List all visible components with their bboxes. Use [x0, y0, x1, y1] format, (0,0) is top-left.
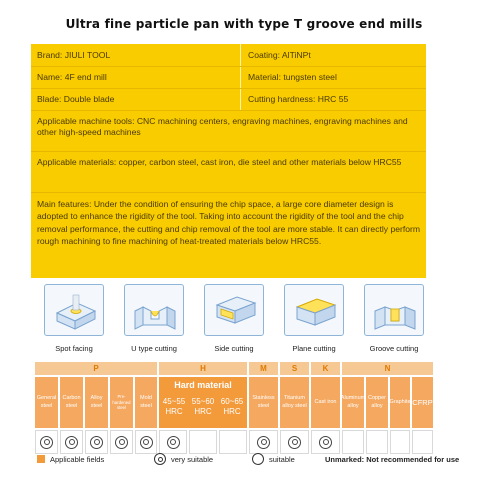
- divider: [240, 67, 241, 88]
- group-h: H: [159, 362, 247, 375]
- very-suitable-icon: [288, 436, 301, 449]
- spec-row-name: [31, 66, 426, 88]
- cell-alloy-steel: [85, 430, 108, 454]
- spot-facing-icon: [44, 284, 104, 336]
- col-pre-hardened-steel: Pre-hardened steel: [110, 377, 133, 428]
- col-hard-material: [159, 377, 247, 428]
- col-carbon-steel: Carbon steel: [60, 377, 83, 428]
- spec-machine-tools: Applicable machine tools: CNC machining centers, engraving machines, engraving machines and other high-speed machines: [37, 116, 408, 137]
- card-label: Groove cutting: [369, 344, 419, 353]
- legend-very-suitable: [154, 452, 213, 466]
- cell-general-steel: [35, 430, 58, 454]
- card-plane-cutting: [284, 284, 344, 356]
- legend-unmarked: [325, 452, 459, 466]
- cell-mold-steel: [135, 430, 157, 454]
- very-suitable-icon: [90, 436, 103, 449]
- very-suitable-icon: [65, 436, 78, 449]
- very-suitable-icon: [140, 436, 153, 449]
- spec-coating: Coating: AlTiNPt: [248, 49, 311, 60]
- group-n: N: [342, 362, 433, 375]
- col-mold-steel: Mold steel: [135, 377, 157, 428]
- col-copper-alloy: Copper alloy: [366, 377, 388, 428]
- cell-cfrp: [412, 430, 433, 454]
- card-label: Spot facing: [55, 344, 93, 353]
- spec-row-blade: [31, 88, 426, 110]
- spec-hardness: Cutting hardness: HRC 55: [248, 94, 349, 105]
- card-side-cutting: [204, 284, 264, 356]
- plane-cutting-icon: [284, 284, 344, 336]
- cell-copper-alloy: [366, 430, 388, 454]
- col-cfrp: CFRP: [412, 377, 433, 428]
- spec-row-brand: [31, 44, 426, 66]
- spec-table: [31, 44, 426, 278]
- group-m: M: [249, 362, 278, 375]
- cell-pre-hardened-steel: [110, 430, 133, 454]
- group-k: K: [311, 362, 340, 375]
- hard-range: 45~55 HRC: [162, 397, 186, 416]
- very-suitable-icon: [167, 436, 180, 449]
- spec-row-machine-tools: [31, 110, 426, 151]
- cell-graphite: [390, 430, 410, 454]
- col-alloy-steel: Alloy steel: [85, 377, 108, 428]
- cell-hrc-55-60: [189, 430, 217, 454]
- legend: [37, 452, 467, 466]
- page-title: Ultra fine particle pan with type T groove end mills: [65, 17, 423, 31]
- card-spot-facing: [44, 284, 104, 356]
- spec-name: Name: 4F end mill: [37, 72, 107, 83]
- card-label: Side cutting: [214, 344, 254, 353]
- card-label: Plane cutting: [292, 344, 336, 353]
- side-cutting-icon: [204, 284, 264, 336]
- double-ring-icon: [154, 453, 166, 465]
- hard-material-title: Hard material: [174, 380, 232, 390]
- card-label: U type cutting: [131, 344, 177, 353]
- col-cast-iron: Cast iron: [311, 377, 340, 428]
- material-table: [35, 362, 433, 457]
- divider: [240, 89, 241, 110]
- spec-blade: Blade: Double blade: [37, 94, 115, 105]
- very-suitable-icon: [257, 436, 270, 449]
- card-groove-cutting: [364, 284, 424, 356]
- spec-row-materials: [31, 151, 426, 192]
- col-general-steel: General steel: [35, 377, 58, 428]
- group-s: S: [280, 362, 309, 375]
- legend-label: Applicable fields: [50, 454, 105, 464]
- divider: [240, 44, 241, 66]
- cell-titanium-alloy-steel: [280, 430, 309, 454]
- very-suitable-icon: [319, 436, 332, 449]
- legend-label: very suitable: [171, 454, 214, 464]
- col-stainless-steel: Stainless steel: [249, 377, 278, 428]
- legend-label: suitable: [269, 454, 295, 464]
- cell-carbon-steel: [60, 430, 83, 454]
- legend-suitable: [252, 452, 295, 466]
- spec-features: Main features: Under the condition of ensuring the chip space, a large core diameter design is adopted to enhance the rigidity of the tool. Taking into account the rigidity of the tool and the chip removal performance, the cutting and chip removal of the tool are more stable. It can directly perform rough machining to fine machining of heat-treated materials below HRC55.: [37, 199, 421, 247]
- ring-icon: [252, 453, 264, 465]
- application-cards: [44, 284, 424, 359]
- card-u-type-cutting: [124, 284, 184, 356]
- spec-material: Material: tungsten steel: [248, 72, 337, 83]
- u-type-cutting-icon: [124, 284, 184, 336]
- spec-row-features: [31, 192, 426, 278]
- hard-range: 60~65 HRC: [220, 397, 244, 416]
- legend-applicable: [37, 452, 104, 466]
- cell-hrc-60-65: [219, 430, 247, 454]
- spec-materials: Applicable materials: copper, carbon steel, cast iron, die steel and other materials below HRC55: [37, 157, 402, 167]
- col-graphite: Graphite: [390, 377, 410, 428]
- cell-hrc-45-55: [159, 430, 187, 454]
- very-suitable-icon: [40, 436, 53, 449]
- spec-brand: Brand: JIULI TOOL: [37, 49, 111, 60]
- cell-cast-iron: [311, 430, 340, 454]
- cell-stainless-steel: [249, 430, 278, 454]
- legend-label: Unmarked: Not recommended for use: [325, 454, 460, 464]
- applicable-square-icon: [37, 455, 45, 463]
- groove-cutting-icon: [364, 284, 424, 336]
- very-suitable-icon: [115, 436, 128, 449]
- cell-aluminum-alloy: [342, 430, 364, 454]
- hard-range: 55~60 HRC: [191, 397, 215, 416]
- col-titanium-alloy-steel: Titanium alloy steel: [280, 377, 309, 428]
- group-p: P: [35, 362, 157, 375]
- col-aluminum-alloy: Aluminum alloy: [342, 377, 364, 428]
